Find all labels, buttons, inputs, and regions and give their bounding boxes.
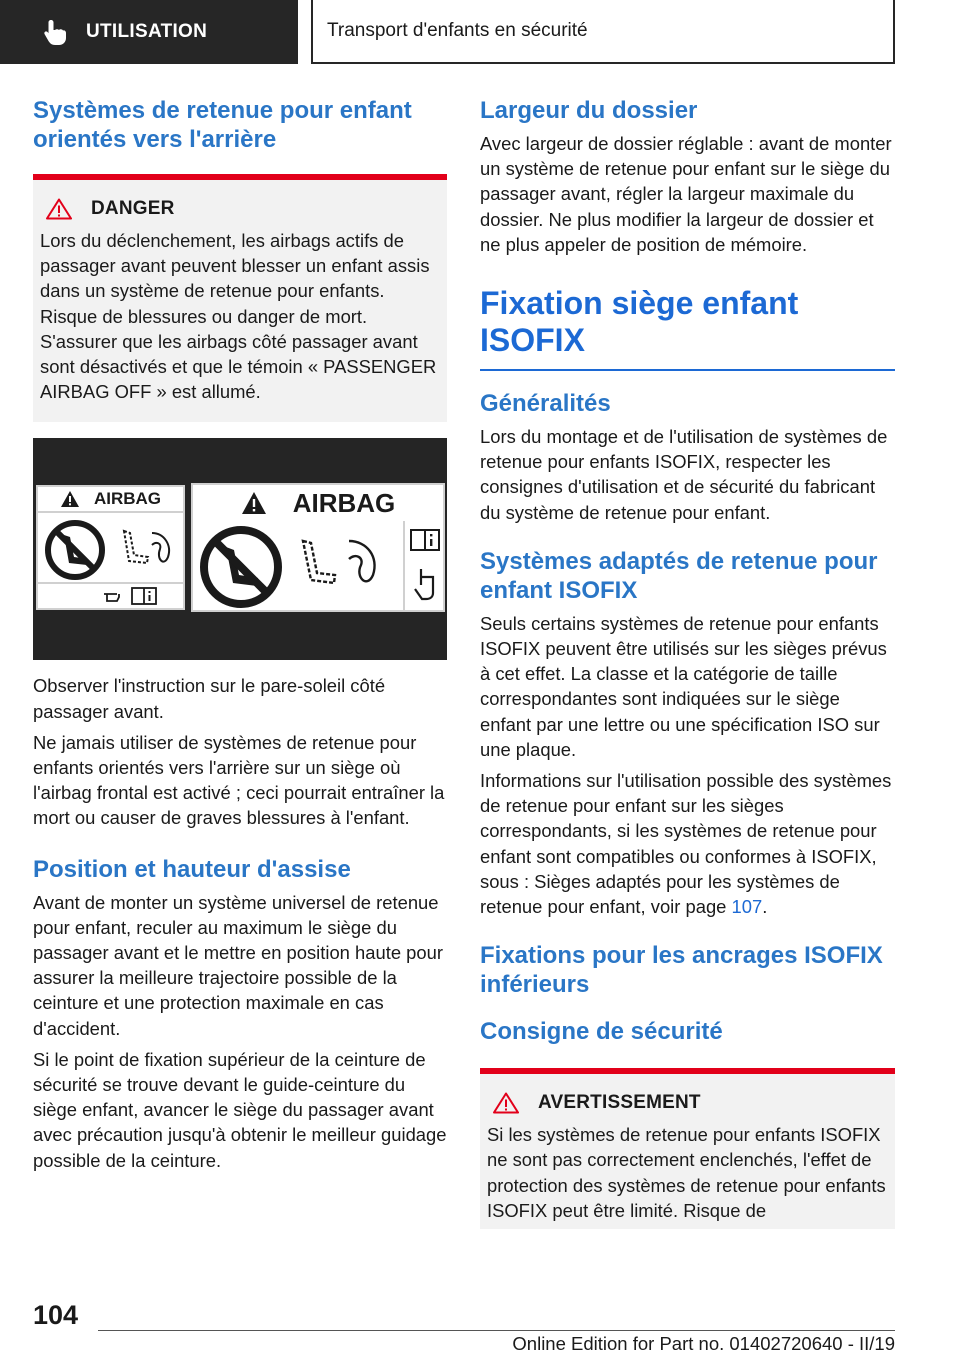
heading-isofix: Fixation siège enfant ISOFIX: [480, 285, 799, 359]
heading-rear-facing: Systèmes de retenue pour enfant orientés vers l'arrière: [33, 97, 412, 153]
airbag-label-large-text: AIRBAG: [292, 487, 396, 518]
no-child-seat-icon: [195, 525, 287, 609]
page-header: [0, 0, 960, 66]
warning-title: [493, 1092, 887, 1114]
right-column: [480, 96, 895, 1229]
airbag-label-large-head: [193, 485, 443, 521]
airbag-label-image: [33, 438, 447, 660]
left-column: [33, 96, 447, 1179]
heading-rule: [480, 369, 895, 371]
danger-label: DANGER: [91, 198, 175, 219]
page-link-107[interactable]: 107: [731, 896, 763, 918]
danger-text: Lors du déclenchement, les airbags actifs de passager avant peuvent blesser un enfant assis dans un système de retenue pour enfants. Risque de blessures ou danger de mort. S'assurer que les airbags côté passager avant sont désactivés et que le témoin « PASSENGER AIRBAG OFF » est allumé.: [40, 230, 437, 403]
airbag-label-small-head: [38, 487, 183, 513]
warning-triangle-icon: [46, 198, 72, 220]
para-seat-position: Avant de monter un système universel de retenue pour enfant, reculer au maximum le siège du passager avant et le mettre en position haute pour assurer la meilleure trajectoire possible de la ceinture et une protection maximale en cas d'accident.: [33, 891, 443, 1039]
airbag-label-small-text: AIRBAG: [93, 489, 162, 509]
danger-title: [46, 198, 439, 220]
warning-triangle-icon: [241, 491, 267, 515]
warning-triangle-icon: [493, 1092, 519, 1114]
warning-triangle-icon: [60, 490, 80, 508]
heading-seat-position: Position et hauteur d'assise: [33, 855, 351, 883]
manual-icon: [131, 587, 157, 605]
pointing-hand-icon: [103, 588, 125, 604]
pointing-hand-icon: [412, 567, 438, 601]
edition-note: Online Edition for Part no. 01402720640 - II/19: [512, 1333, 895, 1354]
para-information-text: Informations sur l'utilisation possible des systèmes de retenue pour enfant sur les sièges correspondants, si les systèmes de retenue pour enfant sont compatibles ou conformes à ISOFIX, sous : Sièges adaptés pour les systèmes de retenue pour enfant, voir page: [480, 770, 892, 918]
para-information: [480, 768, 895, 919]
warning-label: AVERTISSEMENT: [538, 1092, 701, 1114]
heading-safety-note: Consigne de sécurité: [480, 1018, 723, 1046]
heading-suitable-systems: Systèmes adaptés de retenue pour enfant ISOFIX: [480, 547, 878, 604]
heading-general: Généralités: [480, 390, 611, 418]
seat-airbag-icon: [112, 519, 182, 581]
hand-icon: [40, 17, 70, 47]
para-information-end: .: [762, 896, 768, 918]
warning-box: [480, 1068, 895, 1229]
danger-box: [33, 174, 447, 422]
section-title: UTILISATION: [86, 21, 208, 42]
heading-backrest-width: Largeur du dossier: [480, 97, 698, 124]
chapter-title: Transport d'enfants en sécurité: [311, 0, 895, 64]
para-backrest-width: Avec largeur de dossier réglable : avant de monter un système de retenue pour enfant sur le siège du passager avant, régler la largeur maximale du dossier. Ne plus modifier la largeur de dossier et ne plus appeler de position de mémoire.: [480, 133, 892, 255]
airbag-label-large: [191, 483, 445, 612]
airbag-label-small: [36, 485, 185, 610]
seat-airbag-icon: [291, 525, 401, 605]
para-never-use: Ne jamais utiliser de systèmes de retenue pour enfants orientés vers l'arrière sur un siège où l'airbag frontal est activé ; ceci pourrait entraîner la mort ou causer de graves blessures à l'enfant.: [33, 731, 445, 829]
no-child-seat-icon: [40, 519, 110, 581]
section-tab: [0, 0, 298, 64]
airbag-label-large-side: [403, 521, 443, 610]
airbag-label-small-foot: [38, 582, 183, 608]
footer-rule: [98, 1330, 895, 1331]
para-sun-visor: Observer l'instruction sur le pare-soleil côté passager avant.: [33, 675, 386, 722]
para-suitable-systems: Seuls certains systèmes de retenue pour enfants ISOFIX peuvent être utilisés sur les sièges prévus à cet effet. La classe et la catégorie de taille correspondantes sont indiquées sur le siège enfant par une lettre ou une spécification ISO sur une plaque.: [480, 612, 887, 760]
manual-icon: [410, 529, 440, 551]
warning-text: Si les systèmes de retenue pour enfants ISOFIX ne sont pas correctement enclenchés, l'effet de protection des systèmes de retenue pour enfants ISOFIX peut être limité. Risque de: [487, 1124, 886, 1221]
page-number: 104: [33, 1300, 79, 1330]
para-general: Lors du montage et de l'utilisation de systèmes de retenue pour enfants ISOFIX, respecter les consignes d'utilisation et de sécurité du fabricant du système de retenue pour enfant.: [480, 426, 888, 523]
heading-lower-anchors: Fixations pour les ancrages ISOFIX inférieurs: [480, 942, 883, 999]
para-belt-anchor: Si le point de fixation supérieur de la ceinture de sécurité se trouve devant le guide-ceinture du siège enfant, avancer le siège du passager avant avec précaution jusqu'à obtenir le meilleur guidage possible de la ceinture.: [33, 1048, 447, 1171]
